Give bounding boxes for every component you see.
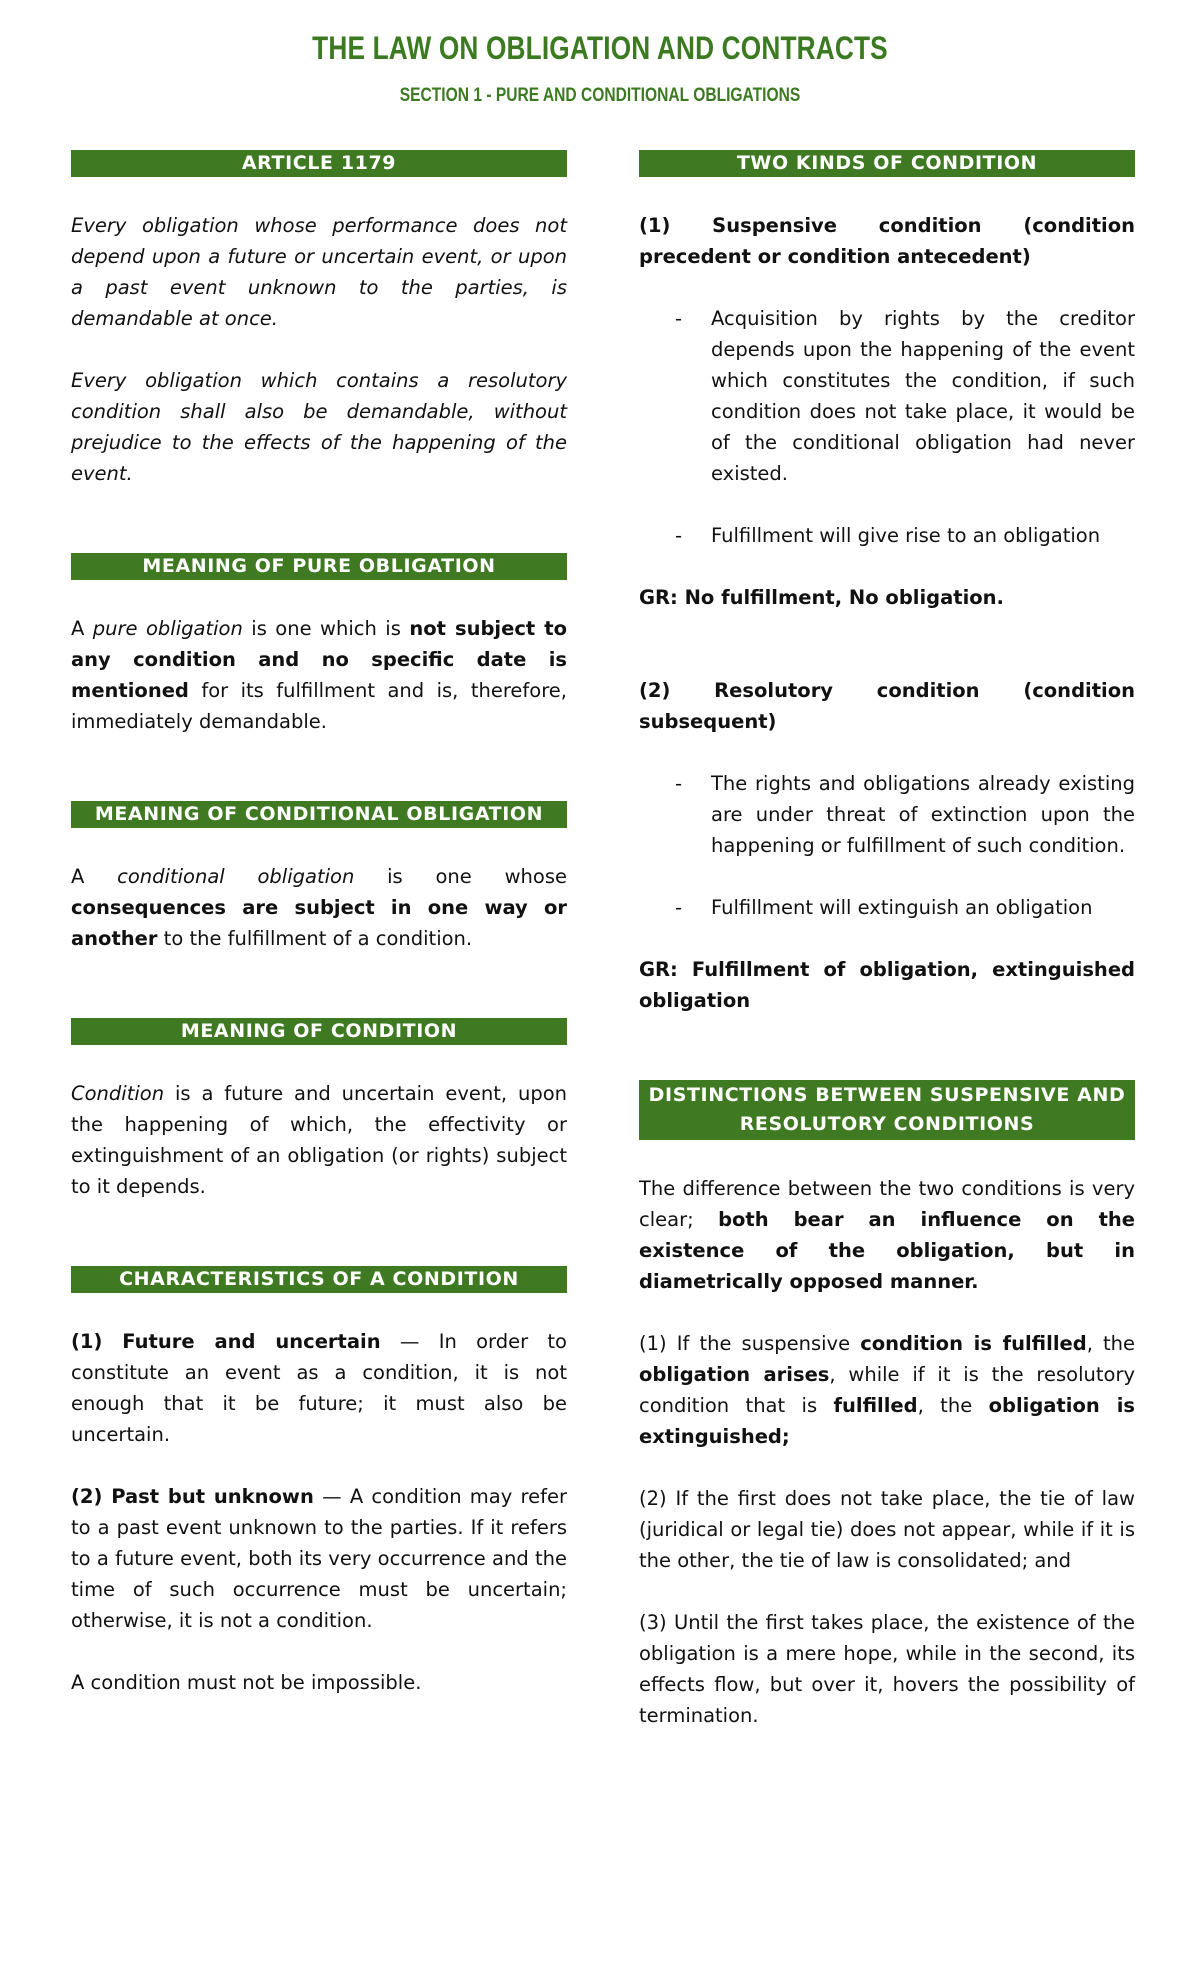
suspensive-general-rule: GR: No fulfillment, No obligation. xyxy=(639,586,1004,609)
conditional-obligation-heading: MEANING OF CONDITIONAL OBLIGATION xyxy=(71,801,567,828)
characteristic-label: (2) Past but unknown xyxy=(71,1485,314,1508)
bullet-dash: - xyxy=(675,772,683,795)
emphasis-text: not subject to any condition and no specific date is mentioned xyxy=(71,617,567,702)
term-conditional-obligation: conditional obligation xyxy=(117,865,355,888)
pure-obligation-heading: MEANING OF PURE OBLIGATION xyxy=(71,553,567,580)
characteristic-2 xyxy=(71,1481,567,1636)
resolutory-general-rule: GR: Fulfillment of obligation, extinguished obligation xyxy=(639,958,1135,1012)
list-item xyxy=(675,303,1135,489)
text-run: The difference between the two conditions is very clear; xyxy=(639,1177,1135,1231)
list-item xyxy=(675,768,1135,861)
emphasis-text: consequences are subject in one way or another xyxy=(71,896,567,950)
condition-paragraph xyxy=(71,1078,567,1202)
text-run: to the fulfillment of a condition. xyxy=(157,927,473,950)
term-pure-obligation: pure obligation xyxy=(92,617,243,640)
text-run: (1) If the suspensive xyxy=(639,1332,861,1355)
pure-obligation-paragraph xyxy=(71,613,567,737)
text-run: — A condition may refer to a past event unknown to the parties. If it refers to a future event, both its very occurrence and the time of such occurrence must be uncertain; otherwise, it is not a condition. xyxy=(71,1485,567,1632)
text-run: is one which is xyxy=(242,617,410,640)
two-kinds-heading: TWO KINDS OF CONDITION xyxy=(639,150,1135,177)
left-column xyxy=(71,150,567,1698)
bullet-text: Acquisition by rights by the creditor depends upon the happening of the event which constitutes the condition, if such condition does not take place, it would be of the conditional obligation had never existed. xyxy=(711,307,1135,485)
bullet-text: Fulfillment will extinguish an obligation xyxy=(711,896,1093,919)
distinction-1 xyxy=(639,1328,1135,1452)
right-column xyxy=(639,150,1135,1731)
resolutory-condition-title: (2) Resolutory condition (condition subsequent) xyxy=(639,679,1135,733)
text-run: A xyxy=(71,865,118,888)
page-subtitle: SECTION 1 - PURE AND CONDITIONAL OBLIGATIONS xyxy=(399,85,801,106)
emphasis-text: obligation arises xyxy=(639,1363,830,1386)
distinction-3: (3) Until the first takes place, the existence of the obligation is a mere hope, while in the second, its effects flow, but over it, hovers the possibility of termination. xyxy=(639,1611,1135,1727)
bullet-dash: - xyxy=(675,524,683,547)
bullet-dash: - xyxy=(675,307,683,330)
list-item xyxy=(675,520,1135,551)
bullet-text: The rights and obligations already existing are under threat of extinction upon the happening or fulfillment of such condition. xyxy=(711,772,1135,857)
article-1179-heading: ARTICLE 1179 xyxy=(71,150,567,177)
emphasis-text: obligation is extinguished; xyxy=(639,1394,1135,1448)
text-run: , while if it is the resolutory condition that is xyxy=(639,1363,1135,1417)
text-run: is one whose xyxy=(354,865,567,888)
text-run: is a future and uncertain event, upon the happening of which, the effectivity or extinguishment of an obligation (or rights) subject to it depends. xyxy=(71,1082,567,1198)
article-1179-paragraph-2: Every obligation which contains a resolutory condition shall also be demandable, without prejudice to the effects of the happening of the event. xyxy=(71,369,567,485)
characteristics-heading: CHARACTERISTICS OF A CONDITION xyxy=(71,1266,567,1293)
bullet-text: Fulfillment will give rise to an obligation xyxy=(711,524,1101,547)
text-run: — In order to constitute an event as a condition, it is not enough that it be future; it must also be uncertain. xyxy=(71,1330,567,1446)
emphasis-text: fulfilled xyxy=(833,1394,918,1417)
text-run: , the xyxy=(917,1394,989,1417)
term-condition: Condition xyxy=(71,1082,165,1105)
bullet-dash: - xyxy=(675,896,683,919)
distinction-2: (2) If the first does not take place, the tie of law (juridical or legal tie) does not appear, while if it is the other, the tie of law is consolidated; and xyxy=(639,1487,1135,1572)
conditional-obligation-paragraph xyxy=(71,861,567,954)
suspensive-condition-title: (1) Suspensive condition (condition precedent or condition antecedent) xyxy=(639,214,1135,268)
distinctions-heading: DISTINCTIONS BETWEEN SUSPENSIVE AND RESOLUTORY CONDITIONS xyxy=(639,1080,1135,1140)
page-title: THE LAW ON OBLIGATION AND CONTRACTS xyxy=(312,30,888,66)
characteristic-label: (1) Future and uncertain xyxy=(71,1330,381,1353)
list-item xyxy=(675,892,1135,923)
text-run: , the xyxy=(1086,1332,1135,1355)
characteristic-1 xyxy=(71,1326,567,1450)
emphasis-text: both bear an influence on the existence of the obligation, but in diametrically opposed manner. xyxy=(639,1208,1135,1293)
text-run: for its fulfillment and is, therefore, immediately demandable. xyxy=(71,679,567,733)
article-1179-paragraph-1: Every obligation whose performance does not depend upon a future or uncertain event, or upon a past event unknown to the parties, is demandable at once. xyxy=(71,214,567,330)
emphasis-text: condition is fulfilled xyxy=(860,1332,1087,1355)
characteristic-note: A condition must not be impossible. xyxy=(71,1671,422,1694)
distinctions-intro xyxy=(639,1173,1135,1297)
condition-heading: MEANING OF CONDITION xyxy=(71,1018,567,1045)
text-run: A xyxy=(71,617,93,640)
